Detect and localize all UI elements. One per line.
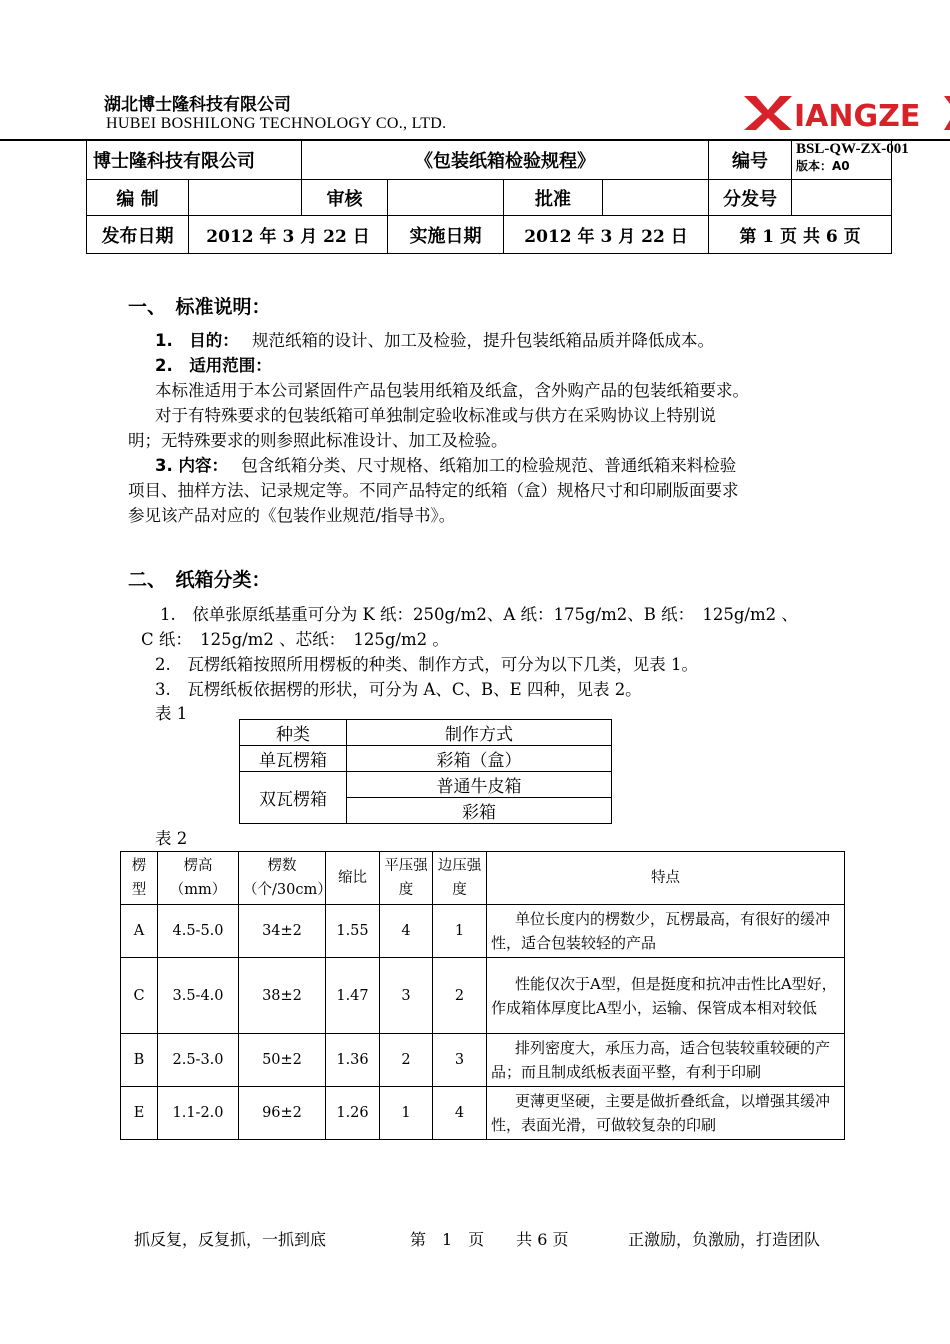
- xiangze-logo: [742, 92, 921, 134]
- document-info-table: [86, 140, 909, 254]
- svg-text:IANGZE: IANGZE: [794, 99, 921, 134]
- info-code-label: 编号: [709, 141, 792, 180]
- info-compile-label: 编 制: [87, 180, 189, 216]
- t2-cell: 4.5-5.0: [158, 905, 239, 958]
- classification-line-1: 1. 依单张原纸基重可分为 K 纸：250g/m2、A 纸：175g/m2、B 纸： 125g/m2 、: [160, 605, 798, 624]
- t2-cell: 1: [380, 1087, 433, 1140]
- item3-text: 包含纸箱分类、尺寸规格、纸箱加工的检验规范、普通纸箱来料检验: [241, 456, 737, 475]
- t2-feature: 性能仅次于A型，但是挺度和抗冲击性比A型好，作成箱体厚度比A型小，运输、保管成本相对较低: [487, 958, 845, 1034]
- t2-header-ratio: 缩比: [326, 852, 380, 905]
- t2-cell: 1.26: [326, 1087, 380, 1140]
- info-company: 博士隆科技有限公司: [87, 141, 302, 180]
- info-distribute-label: 分发号: [709, 180, 792, 216]
- info-distribute-value: [792, 180, 892, 216]
- t2-cell: 1.1-2.0: [158, 1087, 239, 1140]
- t2-cell: E: [121, 1087, 158, 1140]
- company-name-cn: 湖北博士隆科技有限公司: [104, 95, 291, 115]
- t2-header-type: 楞型: [121, 852, 158, 905]
- t1-double-method-2: 彩箱: [347, 798, 612, 824]
- t2-cell: 2.5-3.0: [158, 1034, 239, 1087]
- t1-double: 双瓦楞箱: [240, 772, 347, 824]
- t2-header-height: 楞高（mm）: [158, 852, 239, 905]
- logo-edge-mark: [944, 92, 950, 132]
- t2-cell: 3: [433, 1034, 487, 1087]
- info-implement-date: 2012 年 3 月 22 日: [504, 216, 709, 254]
- classification-line-2: 2. 瓦楞纸箱按照所用楞板的种类、制作方式，可分为以下几类，见表 1。: [155, 655, 698, 674]
- t2-cell: 38±2: [239, 958, 326, 1034]
- scope-line-2: 对于有特殊要求的包装纸箱可单独制定验收标准或与供方在采购协议上特别说: [155, 406, 716, 425]
- t2-cell: 1.55: [326, 905, 380, 958]
- classification-line-1b: C 纸： 125g/m2 、芯纸： 125g/m2 。: [141, 630, 449, 649]
- company-name-en: HUBEI BOSHILONG TECHNOLOGY CO., LTD.: [106, 115, 447, 132]
- t1-header-method: 制作方式: [347, 720, 612, 746]
- t2-cell: 4: [433, 1087, 487, 1140]
- t2-cell: C: [121, 958, 158, 1034]
- info-publish-label: 发布日期: [87, 216, 189, 254]
- t2-cell: A: [121, 905, 158, 958]
- t2-feature: 排列密度大，承压力高，适合包装较重较硬的产品；而且制成纸板表面平整，有利于印刷: [487, 1034, 845, 1087]
- table-row: [121, 905, 845, 958]
- t1-single: 单瓦楞箱: [240, 746, 347, 772]
- footer-right: 正激励，负激励，打造团队: [628, 1230, 821, 1249]
- section2-heading: 二、 纸箱分类：: [128, 569, 271, 591]
- item3-label: 3. 内容：: [155, 456, 228, 475]
- t2-cell: 3.5-4.0: [158, 958, 239, 1034]
- info-review-value: [388, 180, 504, 216]
- table2-caption: 表 2: [155, 829, 188, 848]
- t1-double-method-1: 普通牛皮箱: [347, 772, 612, 798]
- t2-header-flat: 平压强度: [380, 852, 433, 905]
- t2-cell: 4: [380, 905, 433, 958]
- t2-cell: 50±2: [239, 1034, 326, 1087]
- table-1: [239, 719, 612, 824]
- section1-item1: [155, 328, 855, 353]
- info-page: 第 1 页 共 6 页: [709, 216, 892, 254]
- footer-page: 第 1 页 共 6 页: [410, 1230, 569, 1249]
- t2-header-count: 楞数（个/30cm）: [239, 852, 326, 905]
- section1-item3: [155, 453, 855, 478]
- info-implement-label: 实施日期: [388, 216, 504, 254]
- t2-cell: 1: [433, 905, 487, 958]
- t2-cell: 2: [433, 958, 487, 1034]
- item1-text: 规范纸箱的设计、加工及检验，提升包装纸箱品质并降低成本。: [252, 331, 714, 350]
- t2-cell: 3: [380, 958, 433, 1034]
- t2-header-edge: 边压强度: [433, 852, 487, 905]
- table1-caption: 表 1: [155, 704, 188, 723]
- t2-cell: 34±2: [239, 905, 326, 958]
- section1-heading: 一、 标准说明：: [128, 296, 271, 318]
- content-line-2: 项目、抽样方法、记录规定等。不同产品特定的纸箱（盒）规格尺寸和印刷版面要求: [128, 481, 739, 500]
- scope-line-3: 明；无特殊要求的则参照此标准设计、加工及检验。: [128, 431, 508, 450]
- info-code-value: BSL-QW-ZX-001: [796, 141, 909, 157]
- t2-cell: 2: [380, 1034, 433, 1087]
- section1-item2-label: 2. 适用范围：: [155, 356, 272, 375]
- t1-single-method: 彩箱（盒）: [347, 746, 612, 772]
- table-row: [121, 958, 845, 1034]
- info-approve-label: 批准: [504, 180, 603, 216]
- t2-cell: 1.36: [326, 1034, 380, 1087]
- item1-label: 1. 目的：: [155, 331, 239, 350]
- info-approve-value: [603, 180, 709, 216]
- t2-cell: 1.47: [326, 958, 380, 1034]
- table-row: [121, 1087, 845, 1140]
- t2-cell: 96±2: [239, 1087, 326, 1140]
- info-publish-date: 2012 年 3 月 22 日: [189, 216, 388, 254]
- t2-cell: B: [121, 1034, 158, 1087]
- scope-line-1: 本标准适用于本公司紧固件产品包装用纸箱及纸盒，含外购产品的包装纸箱要求。: [155, 381, 749, 400]
- t1-header-type: 种类: [240, 720, 347, 746]
- info-review-label: 审核: [302, 180, 388, 216]
- table-row: [121, 1034, 845, 1087]
- classification-line-3: 3. 瓦楞纸板依据楞的形状，可分为 A、C、B、E 四种，见表 2。: [155, 680, 642, 699]
- info-code-cell: [792, 141, 909, 180]
- info-version: 版本：A0: [796, 159, 850, 173]
- content-line-3: 参见该产品对应的《包装作业规范/指导书》。: [128, 506, 456, 525]
- footer-left: 抓反复，反复抓，一抓到底: [134, 1230, 327, 1249]
- table-2: [120, 851, 845, 1140]
- t2-feature: 更薄更坚硬，主要是做折叠纸盒，以增强其缓冲性，表面光滑，可做较复杂的印刷: [487, 1087, 845, 1140]
- info-doc-title: 《包装纸箱检验规程》: [302, 141, 709, 180]
- t2-feature: 单位长度内的楞数少，瓦楞最高，有很好的缓冲性，适合包装较轻的产品: [487, 905, 845, 958]
- t2-header-feature: 特点: [487, 852, 845, 905]
- info-compile-value: [189, 180, 302, 216]
